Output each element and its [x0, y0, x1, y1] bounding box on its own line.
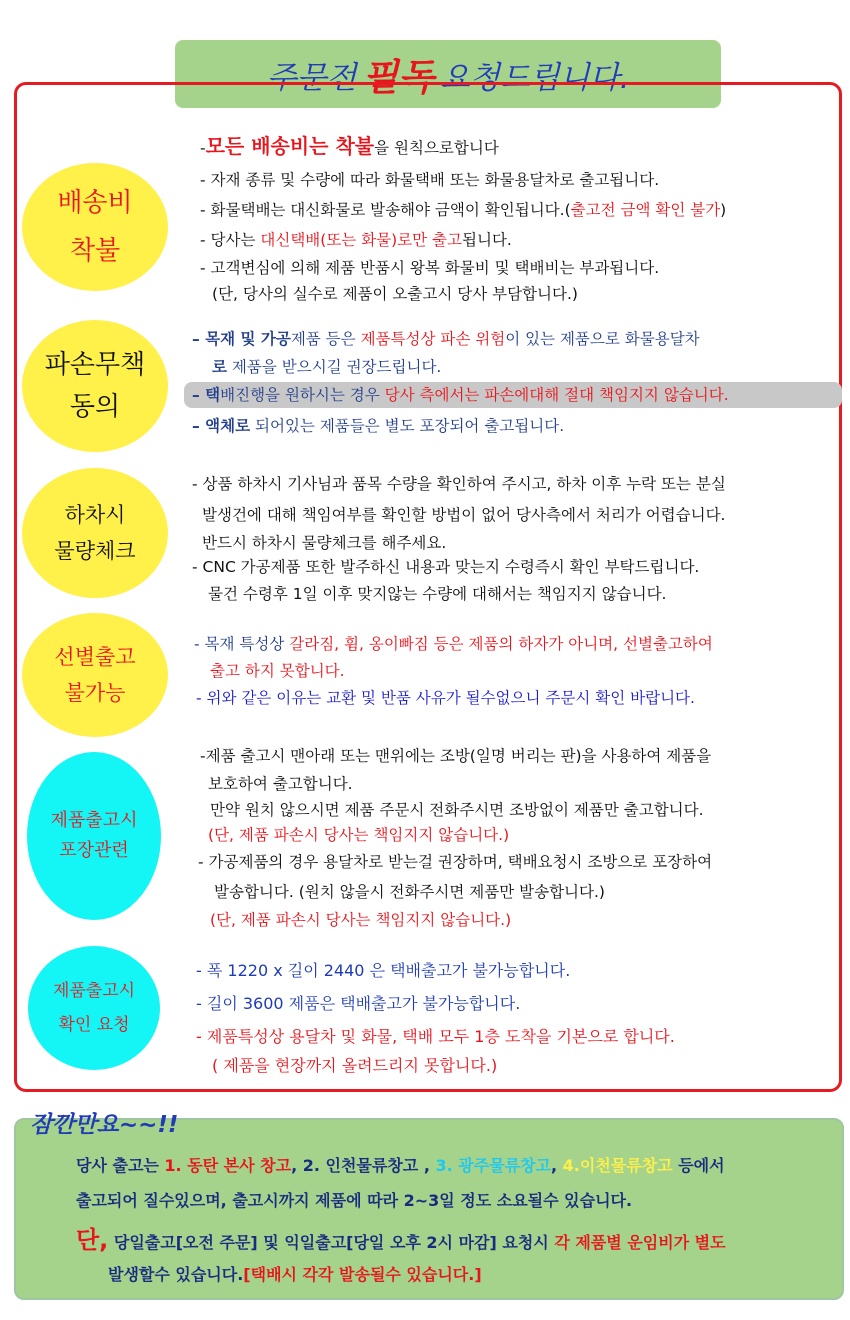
s1-line6: (단, 당사의 실수로 제품이 오출고시 당사 부담합니다.) — [212, 285, 578, 303]
circle-label: 선별출고 — [54, 645, 136, 669]
bottom-line3: 단, 당일출고[오전 주문] 및 익일출고[당일 오후 2시 마감] 요청시 각 제품별 운임비가 별도 — [76, 1226, 726, 1254]
s5-line3: 만약 원치 않으시면 제품 주문시 전화주시면 조방없이 제품만 출고합니다. — [210, 801, 704, 819]
s2-line1: – 목재 및 가공제품 등은 제품특성상 파손 위험이 있는 제품으로 화물용달차 — [192, 330, 700, 348]
circle-label: 제품출고시 — [50, 810, 138, 831]
s4-line3: - 위와 같은 이유는 교환 및 반품 사유가 될수없으니 주문시 확인 바랍니다. — [196, 689, 695, 707]
s3-line4: - CNC 가공제품 또한 발주하신 내용과 맞는지 수령즉시 확인 부탁드립니다. — [192, 558, 700, 576]
s1-line5: - 고객변심에 의해 제품 반품시 왕복 화물비 및 택배비는 부과됩니다. — [200, 259, 660, 277]
circle-label: 파손무책 — [44, 350, 146, 380]
circle-label: 착불 — [69, 236, 121, 266]
s5-line4: (단, 제품 파손시 당사는 책임지지 않습니다.) — [208, 826, 510, 844]
circle-no-selective-shipping — [22, 613, 168, 737]
s5-line7: (단, 제품 파손시 당사는 책임지지 않습니다.) — [210, 911, 512, 929]
s5-line1: -제품 출고시 맨아래 또는 맨위에는 조방(일명 버리는 판)을 사용하여 제품을 — [200, 747, 712, 765]
circle-label: 확인 요청 — [58, 1015, 130, 1035]
circle-damage-waiver — [22, 320, 168, 452]
s5-line6: 발송합니다. (원치 않을시 전화주시면 제품만 발송합니다.) — [214, 883, 605, 901]
banner-post: 요청드립니다. — [439, 59, 630, 96]
circle-label: 제품출고시 — [52, 981, 136, 1001]
bottom-line4: 발생할수 있습니다.[택배시 각각 발송될수 있습니다.] — [108, 1265, 482, 1284]
s3-line1: - 상품 하차시 기사님과 품목 수량을 확인하여 주시고, 하차 이후 누락 또는 분실 — [192, 475, 726, 493]
s3-line3: 반드시 하차시 물량체크를 해주세요. — [202, 534, 447, 552]
circle-shipping-cod — [22, 163, 168, 291]
s5-line5: - 가공제품의 경우 용달차로 받는걸 권장하며, 택배요청시 조방으로 포장하여 — [198, 853, 713, 871]
s3-line5: 물건 수령후 1일 이후 맞지않는 수량에 대해서는 책임지지 않습니다. — [208, 585, 667, 603]
s1-line3: - 화물택배는 대신화물로 발송해야 금액이 확인됩니다.(출고전 금액 확인 불가) — [200, 201, 727, 219]
s3-line2: 발생건에 대해 책임여부를 확인할 방법이 없어 당사측에서 처리가 어렵습니다. — [202, 506, 726, 524]
circle-unloading-check — [22, 468, 168, 598]
s6-line4: ( 제품을 현장까지 올려드리지 못합니다.) — [212, 1056, 498, 1075]
circle-label: 불가능 — [64, 681, 126, 705]
s6-line2: - 길이 3600 제품은 택배출고가 불가능합니다. — [196, 994, 521, 1013]
banner-emph: 필독 — [362, 56, 434, 99]
s2-line3: – 택배진행을 원하시는 경우 당사 측에서는 파손에대해 절대 책임지지 않습니다. — [192, 386, 729, 404]
s6-line3: - 제품특성상 용달차 및 화물, 택배 모두 1층 도착을 기본으로 합니다. — [196, 1027, 675, 1046]
s5-line2: 보호하여 출고합니다. — [208, 775, 353, 793]
s4-line1: - 목재 특성상 갈라짐, 휨, 옹이빠짐 등은 제품의 하자가 아니며, 선별출고하여 — [194, 635, 713, 653]
circle-packaging — [27, 752, 161, 920]
bottom-title: 잠깐만요~~!! — [30, 1112, 179, 1138]
circle-label: 하차시 — [64, 503, 126, 527]
bottom-line2: 출고되어 질수있으며, 출고시까지 제품에 따라 2~3일 정도 소요될수 있습니다. — [76, 1191, 633, 1210]
banner-pre: 주문전 — [266, 59, 357, 96]
circle-confirm-request — [28, 946, 160, 1070]
circle-label: 물량체크 — [54, 539, 136, 563]
circle-label: 동의 — [69, 392, 121, 422]
s1-line2: - 자재 종류 및 수량에 따라 화물택배 또는 화물용달차로 출고됩니다. — [200, 171, 660, 189]
bottom-line1: 당사 출고는 1. 동탄 본사 창고, 2. 인천물류창고 , 3. 광주물류창고, 4.이천물류창고 등에서 — [76, 1156, 725, 1175]
circle-label: 포장관련 — [59, 840, 129, 861]
s2-line4: – 액체로 되어있는 제품들은 별도 포장되어 출고됩니다. — [192, 417, 565, 435]
s4-line2: 출고 하지 못합니다. — [210, 662, 345, 680]
s1-line4: - 당사는 대신택배(또는 화물)로만 출고됩니다. — [200, 231, 512, 249]
s6-line1: - 폭 1220 x 길이 2440 은 택배출고가 불가능합니다. — [196, 961, 571, 980]
s1-line1: -모든 배송비는 착불을 원칙으로합니다 — [200, 134, 499, 158]
s2-line2: 로 제품을 받으시길 권장드립니다. — [212, 358, 442, 376]
circle-label: 배송비 — [57, 188, 133, 218]
